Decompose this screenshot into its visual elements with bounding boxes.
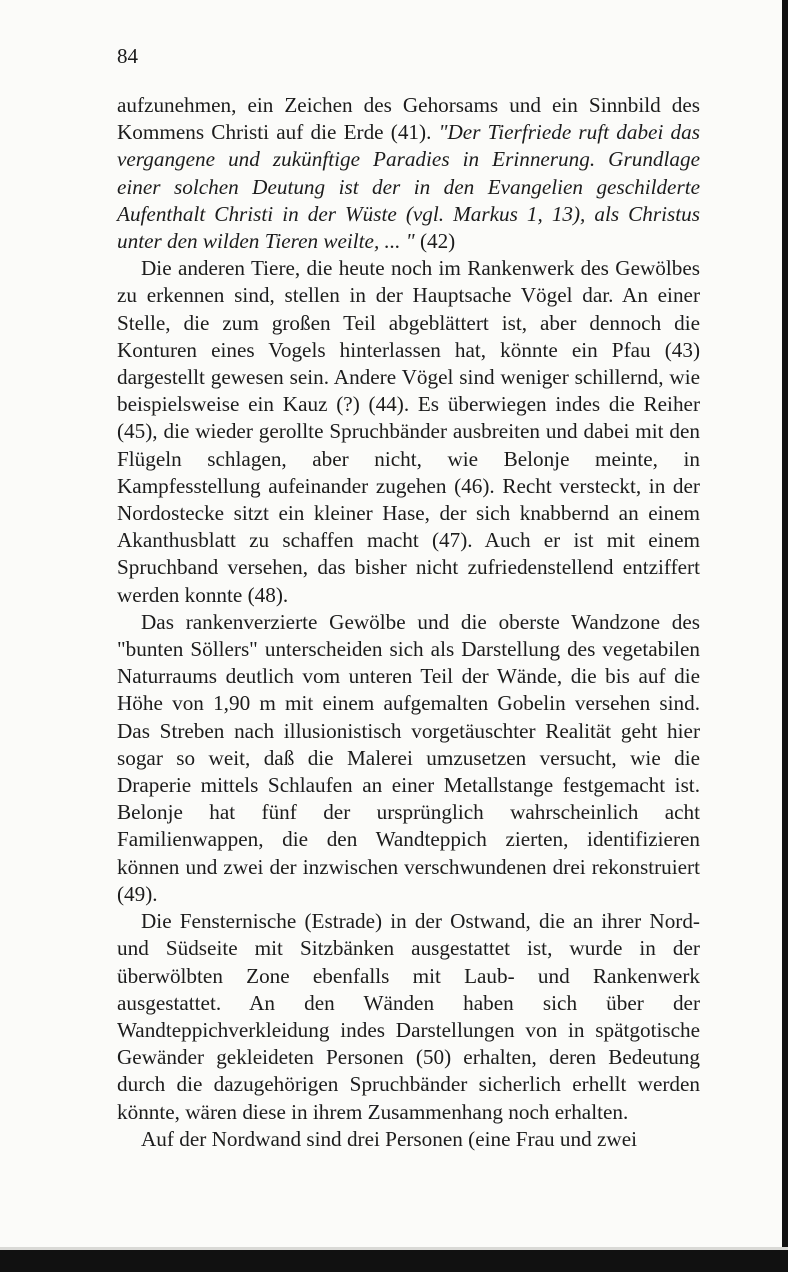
scan-edge-bottom (0, 1250, 788, 1272)
paragraph-4: Die Fensternische (Estrade) in der Ostwand, die an ihrer Nord- und Südseite mit Sitzbänken ausgestattet ist, wurde in der überwölbten Zone ebenfalls mit Laub- und Rankenwerk ausgestattet. An den Wänden haben sich über der Wandteppichverkleidung indes Darstellungen von in spätgotische Gewänder gekleideten Personen (50) erhalten, deren Bedeutung durch die dazugehörigen Spruchbänder sicherlich erhellt werden könnte, wären diese in ihrem Zusammenhang noch erhalten. (117, 909, 700, 1124)
paragraph-5: Auf der Nordwand sind drei Personen (eine Frau und zwei (141, 1126, 638, 1151)
paragraph-1-end: (42) (414, 229, 456, 254)
page-number: 84 (117, 44, 138, 68)
paragraph-1 (117, 92, 700, 255)
scan-edge-right (782, 0, 788, 1250)
paragraph-1-start: aufzunehmen, ein Zeichen des Gehorsams und ein Sinnbild des Kommens Christi auf die Erde (41). (117, 93, 700, 145)
paragraph-2: Die anderen Tiere, die heute noch im Rankenwerk des Gewölbes zu erkennen sind, stellen in der Hauptsache Vögel dar. An einer Stelle, die zum großen Teil abgeblättert ist, aber dennoch die Konturen eines Vogels hinterlassen hat, könnte ein Pfau (43) dargestellt gewesen sein. Andere Vögel sind weniger schillernd, wie beispielsweise ein Kauz (?) (44). Es überwiegen indes die Reiher (45), die wieder gerollte Spruchbänder ausbreiten und dabei mit den Flügeln schlagen, aber nicht, wie Belonje meinte, in Kampfesstellung aufeinander zugehen (46). Recht versteckt, in der Nordostecke sitzt ein kleiner Hase, der sich knabbernd an einem Akanthusblatt zu schaffen macht (47). Auch er ist mit einem Spruchband versehen, das bisher nicht zufriedenstellend entziffert werden konnte (48). (117, 256, 700, 607)
body-text (117, 92, 700, 1153)
quotation: "Der Tierfriede ruft dabei das vergangene und zukünftige Paradies in Erinnerung. Grundlage einer solchen Deutung ist der in den Evangelien geschilderte Aufenthalt Christi in der Wüste (vgl. Markus 1, 13), als Christus unter den wilden Tieren weilte, ... " (117, 120, 700, 254)
paragraph-3: Das rankenverzierte Gewölbe und die oberste Wandzone des "bunten Söllers" unterscheiden sich als Darstellung des vegetabilen Naturraums deutlich vom unteren Teil der Wände, die bis auf die Höhe von 1,90 m mit einem aufgemalten Gobelin versehen sind. Das Streben nach illusionistisch vorgetäuschter Realität geht hier sogar so weit, daß die Malerei umzusetzen versucht, wie die Draperie mittels Schlaufen an einer Metallstange festgemacht ist. Belonje hat fünf der ursprünglich wahrscheinlich acht Familienwappen, die den Wandteppich zierten, identifizieren können und zwei der inzwischen verschwundenen drei rekonstruiert (49). (117, 609, 700, 906)
